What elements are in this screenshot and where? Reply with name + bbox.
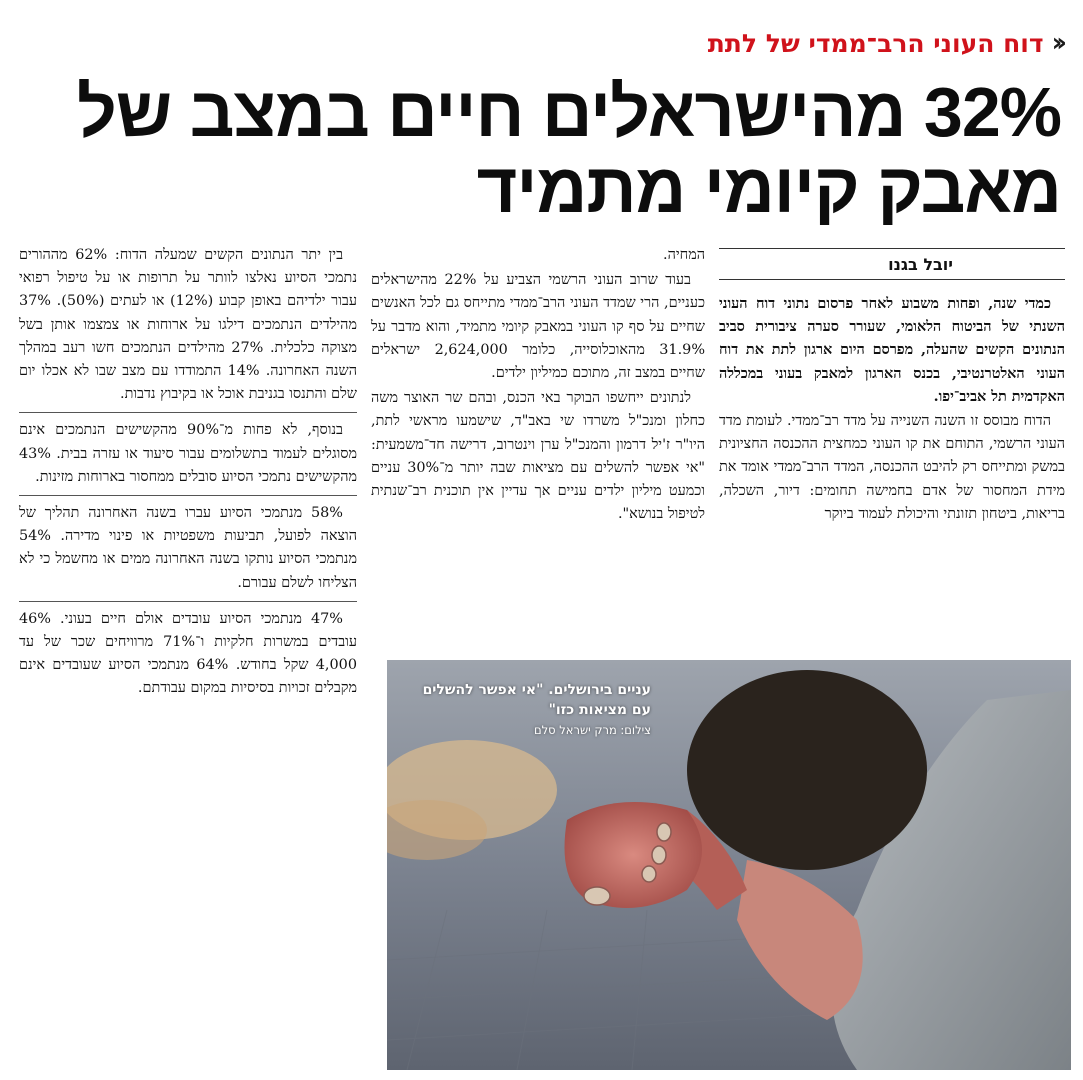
paragraph: בין יתר הנתונים הקשים שמעלה הדוח: 62% מההורים נתמכי הסיוע נאלצו לוותר על תרופות או על טיפול רפואי עבור ילדיהם באופן קבוע (12%) או לעתים (50%). 37% מהילדים הנתמכים דילגו על ארוחות או צמצמו אותן בשל מצוקה כלכלית. 27% מהילדים הנתמכים חשו רעב במהלך השנה האחרונה. 14% התמודדו עם מצב שבו לא אכלו יום שלם והתנסו בגניבת אוכל או בקיבוץ נדבות. — [19, 244, 357, 413]
paragraph: 47% מנתמכי הסיוע עובדים אולם חיים בעוני. 46% עובדים במשרות חלקיות ו־71% מרוויחים שכר של עד 4,000 שקל בחודש. 64% מנתמכי הסיוע שעובדים אינם מקבלים זכויות בסיסיות במקום עבודתם. — [19, 610, 357, 697]
article-column-3 — [19, 244, 357, 713]
paragraph: לנתונים ייחשפו הבוקר באי הכנס, ובהם שר האוצר משה כחלון ומנכ"ל משרדו שי באב"ד, שישמעו מראשי לתת, היו"ר ז'יל דרמון והמנכ"ל ערן וינטרוב, דרישה חד־משמעית: "אי אפשר להשלים עם מציאות שבה יותר מ־30% עניים וכמעט מיליון ילדים עניים אך עדיין אין תוכנית רב־שנתית לטיפול בנושא". — [371, 390, 705, 523]
paragraph: המחיה. — [663, 247, 705, 263]
headline-line-2: מאבק קיומי מתמיד — [476, 149, 1061, 227]
paragraph: כמדי שנה, ופחות משבוע לאחר פרסום נתוני דוח העוני השנתי של הביטוח הלאומי, שעורר סערה ציבורית סביב הנתונים הקשים שהעלה, מפרסם היום ארגון לתת את דוח העוני האלטרנטיבי, בכנס הארגון למאבק בעוני במכללה האקדמית תל אביב־יפו. — [719, 295, 1065, 405]
paragraph: 58% מנתמכי הסיוע עברו בשנה האחרונה תהליך של הוצאה לפועל, תביעות משפטיות או פינוי מדירה. 54% מנתמכי הסיוע נותקו בשנה האחרונה ממים או מחשמל כי לא הצליחו לשלם עבורם. — [19, 502, 357, 602]
kicker-text: דוח העוני הרב־ממדי של לתת — [707, 28, 1044, 58]
photo-caption — [415, 680, 651, 739]
headline-line-1: 32% מהישראלים חיים במצב של — [76, 73, 1061, 151]
article-headline — [21, 74, 1061, 226]
byline: יובל בגנו — [888, 255, 953, 274]
paragraph: הדוח מבוסס זו השנה השנייה על מדד רב־ממדי. לעומת מדד העוני הרשמי, התוחם את קו העוני כמחצית ההכנסה החציונית במשק ומתייחס רק להיבט ההכנסה, המדד הרב־ממדי אומד את מידת המחסור של אדם בחמישה תחומים: דיור, השכלה, בריאות, ביטחון תזונתי והיכולת לעמוד ביוקר — [719, 413, 1065, 522]
photo-credit: צילום: מרק ישראל סלם — [533, 723, 651, 737]
double-chevron-left-icon: ‹‹ — [1051, 28, 1061, 58]
byline-box — [719, 248, 1065, 280]
article-column-2 — [371, 244, 705, 528]
article-column-1 — [719, 292, 1065, 528]
paragraph: בעוד שרוב העוני הרשמי הצביע על 22% מהישראלים כעניים, הרי שמדד העוני הרב־ממדי מתייחס גם לכל האנשים שחיים על סף קו העוני במאבק קיומי מתמיד, והוא מדבר על 31.9% מהאוכלוסייה, כלומר 2,624,000 ישראלים שחיים במצב זה, מתוכם כמיליון ילדים. — [371, 272, 705, 382]
caption-text: עניים בירושלים. "אי אפשר להשלים עם מציאות כזו" — [422, 682, 651, 718]
paragraph: בנוסף, לא פחות מ־90% מהקשישים הנתמכים אינם מסוגלים לעמוד בתשלומים עבור סיעוד או עזרה בבית. 43% מהקשישים נתמכי הסיוע סובלים ממחסור בארוחות מזינות. — [19, 419, 357, 496]
section-kicker — [708, 30, 1061, 56]
